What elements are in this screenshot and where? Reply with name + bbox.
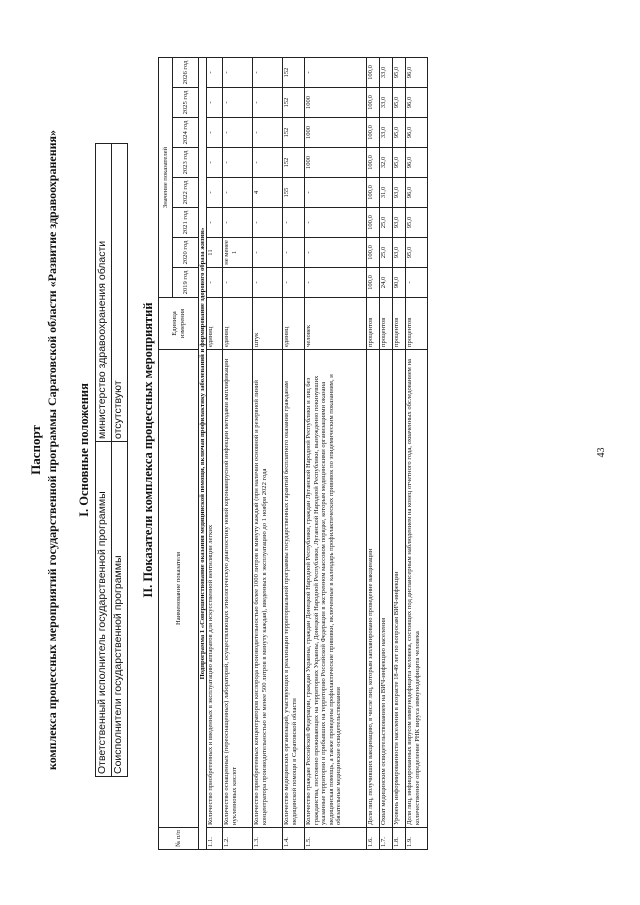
indicator-value: - (223, 148, 253, 178)
indicator-value: - (207, 208, 223, 238)
col-values-header: Значение показателей (159, 57, 173, 297)
indicator-unit: единиц (207, 298, 223, 350)
indicator-value: 32,0 (380, 148, 393, 178)
indicator-value: 1000 (305, 88, 367, 118)
indicator-name: Доля лиц, инфицированных вирусом иммунодефицита человека, состоящих под диспансерным наблюдением на конец отчетного года, охваченных обследованием на количественное определение РНК вируса иммунодефицита человека (406, 350, 428, 828)
basic-info-table (95, 143, 128, 777)
table-row (207, 57, 223, 849)
indicator-value: - (207, 148, 223, 178)
indicator-value: 1000 (305, 148, 367, 178)
indicator-value: 96,0 (406, 57, 428, 87)
indicator-value: 96,0 (406, 118, 428, 148)
row-number: 1.7. (380, 828, 393, 850)
indicator-unit: штук (253, 298, 283, 350)
indicator-value: 90,0 (393, 268, 406, 298)
indicator-value: - (223, 208, 253, 238)
indicator-value: - (283, 208, 305, 238)
year-header: 2022 год (173, 178, 199, 208)
indicator-value: 96,0 (406, 178, 428, 208)
indicator-value: 100,0 (367, 178, 380, 208)
indicators-table (158, 57, 428, 850)
info-label: Соисполнители государственной программы (112, 442, 128, 777)
row-number: 1.3. (253, 828, 283, 850)
col-name-header: Наименование показателя (159, 350, 199, 828)
indicator-value: - (223, 118, 253, 148)
indicator-value: - (253, 118, 283, 148)
indicator-value: 152 (283, 148, 305, 178)
col-unit-header: Единица измерения (159, 298, 199, 350)
passport-subtitle: комплекса процессных мероприятий государственной программы Саратовской области «Развитие здравоохранения» (45, 129, 59, 771)
indicator-value: 24,0 (380, 268, 393, 298)
indicator-unit: процентов (406, 298, 428, 350)
indicator-value: 100,0 (367, 57, 380, 87)
indicator-unit: человек (305, 298, 367, 350)
indicator-value: 155 (283, 178, 305, 208)
row-number: 1.1. (207, 828, 223, 850)
row-number: 1.6. (367, 828, 380, 850)
indicator-value: - (207, 118, 223, 148)
indicator-value: - (305, 178, 367, 208)
indicator-unit: единиц (223, 298, 253, 350)
year-header: 2025 год (173, 88, 199, 118)
indicator-value: - (305, 238, 367, 268)
indicator-value: - (406, 268, 428, 298)
indicator-value: - (283, 238, 305, 268)
indicator-value: - (223, 268, 253, 298)
indicator-name: Доля лиц, получивших вакцинацию, в числе лиц, которым запланировано проведение вакцинации (367, 350, 380, 828)
indicator-value: - (253, 238, 283, 268)
indicator-value: - (207, 268, 223, 298)
info-row (96, 144, 112, 777)
indicator-value: - (305, 208, 367, 238)
table-row (367, 57, 380, 849)
indicator-value: 152 (283, 57, 305, 87)
indicator-value: 152 (283, 118, 305, 148)
indicator-value: - (253, 88, 283, 118)
year-header: 2020 год (173, 238, 199, 268)
indicator-value: 93,0 (393, 178, 406, 208)
col-num-header: № п/п (159, 828, 199, 850)
indicator-value: 31,0 (380, 178, 393, 208)
indicator-name: Количество приобретенных и введенных в эксплуатацию аппаратов для искусственной вентиляции легких (207, 350, 223, 828)
subprogram-row (199, 57, 207, 849)
indicator-value: 33,0 (380, 88, 393, 118)
indicator-unit: процентов (393, 298, 406, 350)
indicator-name: Количество приобретенных концентраторов кислорода производительностью более 1000 литров в минуту каждый (при наличии основной и резервной линий концентратора производительностью не менее 500 литров в минуту каждая), введенных в эксплуатацию до 1 ноября 2022 года (253, 350, 283, 828)
indicator-value: 96,0 (406, 148, 428, 178)
year-header: 2024 год (173, 118, 199, 148)
indicator-value: 95,0 (393, 57, 406, 87)
indicator-value: - (223, 178, 253, 208)
indicator-name: Количество медицинских организаций, участвующих в реализации территориальной программы государственных гарантий бесплатного оказания гражданам медицинской помощи в Саратовской области (283, 350, 305, 828)
indicator-name: Охват медицинским освидетельствованием на ВИЧ-инфекцию населения (380, 350, 393, 828)
indicator-value: - (207, 57, 223, 87)
indicator-value: 95,0 (393, 148, 406, 178)
indicator-value: - (207, 88, 223, 118)
table-row (393, 57, 406, 849)
row-number: 1.2. (223, 828, 253, 850)
indicator-value: 100,0 (367, 268, 380, 298)
table-row (305, 57, 367, 849)
indicator-value: 100,0 (367, 238, 380, 268)
indicator-value: - (305, 268, 367, 298)
indicator-value: 33,0 (380, 57, 393, 87)
indicator-value: - (305, 57, 367, 87)
indicator-value: 4 (253, 178, 283, 208)
indicator-value: - (253, 268, 283, 298)
indicator-value: 96,0 (406, 88, 428, 118)
indicator-name: Количество оснащенных (переоснащенных) лабораторий, осуществляющих этиологическую диагностику новой коронавирусной инфекции методами амплификации нуклеиновых кислот (223, 350, 253, 828)
year-header: 2019 год (173, 268, 199, 298)
passport-title: Паспорт (28, 425, 43, 475)
table-row (283, 57, 305, 849)
indicator-value: 93,0 (393, 208, 406, 238)
table-row (380, 57, 393, 849)
indicator-value: 100,0 (367, 118, 380, 148)
indicator-value: 95,0 (393, 88, 406, 118)
year-header: 2026 год (173, 57, 199, 87)
indicator-value: - (283, 268, 305, 298)
indicator-value: - (253, 57, 283, 87)
row-number: 1.9. (406, 828, 428, 850)
indicator-name: Уровень информированности населения в возрасте 18-49 лет по вопросам ВИЧ-инфекции (393, 350, 406, 828)
indicator-value: не менее 1 (223, 238, 253, 268)
indicator-value: 95,0 (406, 208, 428, 238)
indicator-rows (207, 57, 428, 849)
indicator-value: 93,0 (393, 238, 406, 268)
indicator-unit: процентов (380, 298, 393, 350)
row-number: 1.8. (393, 828, 406, 850)
indicator-value: 95,0 (406, 238, 428, 268)
section-2-heading: II. Показатели комплекса процессных мероприятий (141, 302, 155, 598)
page-number: 43 (596, 447, 607, 458)
row-number: 1.5. (305, 828, 367, 850)
section-1-heading: I. Основные положения (77, 383, 91, 517)
info-value: министерство здравоохранения области (96, 144, 112, 442)
indicator-value: 100,0 (367, 208, 380, 238)
info-row (112, 144, 128, 777)
indicator-value: 33,0 (380, 118, 393, 148)
indicator-value: - (207, 178, 223, 208)
indicator-value: - (253, 208, 283, 238)
indicator-value: - (223, 57, 253, 87)
year-header: 2021 год (173, 208, 199, 238)
indicator-value: 25,0 (380, 208, 393, 238)
indicator-value: - (253, 148, 283, 178)
indicator-value: - (223, 88, 253, 118)
indicator-unit: единиц (283, 298, 305, 350)
indicator-value: 25,0 (380, 238, 393, 268)
indicator-value: 1000 (305, 118, 367, 148)
subprogram-title: Подпрограмма 1 «Совершенствование оказания медицинской помощи, включая профилактику заболеваний и формирование здорового образа жизни» (199, 57, 207, 849)
indicator-value: 100,0 (367, 88, 380, 118)
year-header: 2023 год (173, 148, 199, 178)
indicator-value: 95,0 (393, 118, 406, 148)
row-number: 1.4. (283, 828, 305, 850)
indicator-value: 152 (283, 88, 305, 118)
info-value: отсутствуют (112, 144, 128, 442)
info-label: Ответственный исполнитель государственной программы (96, 442, 112, 777)
table-row (406, 57, 428, 849)
header-row (159, 57, 173, 849)
table-row (253, 57, 283, 849)
indicator-unit: процентов (367, 298, 380, 350)
indicator-name: Количество граждан Российской Федерации, граждан Украины, граждан Донецкой Народной Республики, граждан Луганской Народной Республики и лиц без гражданства, постоянно проживающих на территориях Украины, Донецкой Народной Республики, Луганской Народной Республики, вынужденно покинувших указанные территории и прибывших на территорию Российской Федерации в экстренном массовом порядке, которым медицинскими организациями оказана медицинская помощь, а также проведены профилактические прививки, включенные в календарь профилактических прививок по эпидемическим показаниям, и обязательные медицинские освидетельствования (305, 350, 367, 828)
indicator-value: 100,0 (367, 148, 380, 178)
table-row (223, 57, 253, 849)
indicator-value: 11 (207, 238, 223, 268)
